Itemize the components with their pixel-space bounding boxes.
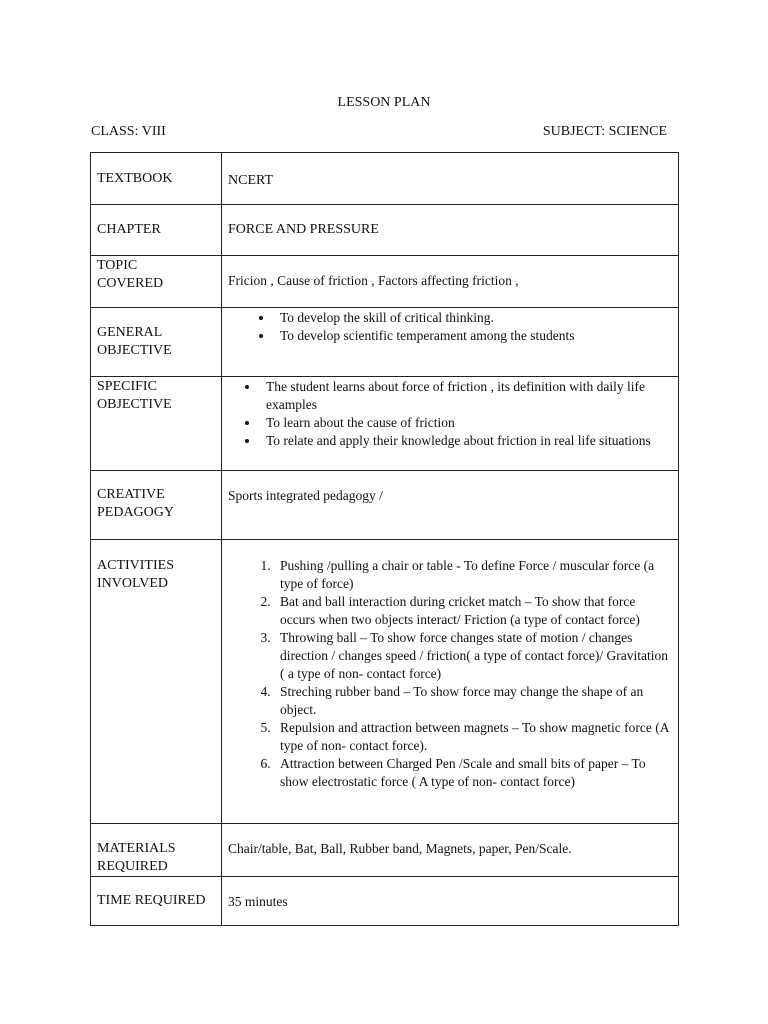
- row-time: [91, 877, 679, 926]
- lesson-plan-table: [90, 152, 679, 926]
- label-materials-text: MATERIALS REQUIRED: [97, 841, 176, 874]
- value-specific-objective: [222, 377, 679, 471]
- list-item: • To learn about the cause of friction: [260, 414, 672, 432]
- value-textbook: [222, 153, 679, 205]
- row-materials: [91, 824, 679, 877]
- row-textbook: [91, 153, 679, 205]
- list-item: • To develop scientific temperament among the students: [274, 327, 672, 345]
- label-creative-pedagogy: [91, 471, 222, 540]
- label-chapter: [91, 205, 222, 256]
- value-time-text: 35 minutes: [228, 894, 288, 909]
- label-activities: [91, 540, 222, 824]
- label-chapter-text: CHAPTER: [97, 222, 161, 237]
- label-topic-text: TOPIC COVERED: [97, 258, 164, 291]
- list-item: 6. Attraction between Charged Pen /Scale and small bits of paper – To show electrostatic force ( A type of non- contact force): [274, 755, 672, 791]
- label-general-objective: [91, 308, 222, 377]
- list-item: 5. Repulsion and attraction between magnets – To show magnetic force (A type of non- contact force).: [274, 719, 672, 755]
- label-textbook: [91, 153, 222, 205]
- value-chapter-text: FORCE AND PRESSURE: [228, 222, 379, 237]
- list-item: • The student learns about force of friction , its definition with daily life examples: [260, 378, 672, 414]
- value-topic-text: Fricion , Cause of friction , Factors affecting friction ,: [228, 273, 519, 288]
- row-creative-pedagogy: [91, 471, 679, 540]
- value-textbook-text: NCERT: [228, 173, 274, 188]
- label-creative-pedagogy-text: CREATIVE PEDAGOGY: [97, 487, 174, 520]
- list-item: • To relate and apply their knowledge about friction in real life situations: [260, 432, 672, 450]
- row-activities: [91, 540, 679, 824]
- label-specific-objective-text: SPECIFIC OBJECTIVE: [97, 379, 172, 412]
- label-specific-objective: [91, 377, 222, 471]
- value-time: [222, 877, 679, 926]
- value-chapter: [222, 205, 679, 256]
- list-item: 1. Pushing /pulling a chair or table - To define Force / muscular force (a type of force): [274, 557, 672, 593]
- label-general-objective-text: GENERAL OBJECTIVE: [97, 325, 172, 358]
- activities-list: [228, 557, 672, 791]
- specific-objective-list: [228, 378, 672, 450]
- value-creative-pedagogy-text: Sports integrated pedagogy /: [228, 488, 383, 503]
- value-general-objective: [222, 308, 679, 377]
- row-topic: [91, 256, 679, 308]
- value-materials: [222, 824, 679, 877]
- row-general-objective: [91, 308, 679, 377]
- label-topic: [91, 256, 222, 308]
- value-topic: [222, 256, 679, 308]
- value-activities: [222, 540, 679, 824]
- list-item: 4. Streching rubber band – To show force may change the shape of an object.: [274, 683, 672, 719]
- label-activities-text: ACTIVITIES INVOLVED: [97, 558, 174, 591]
- label-textbook-text: TEXTBOOK: [97, 171, 173, 186]
- list-item: • To develop the skill of critical thinking.: [274, 309, 672, 327]
- value-materials-text: Chair/table, Bat, Ball, Rubber band, Magnets, paper, Pen/Scale.: [228, 841, 572, 856]
- row-specific-objective: [91, 377, 679, 471]
- general-objective-list: [228, 309, 672, 345]
- lesson-plan-title: LESSON PLAN: [337, 95, 431, 110]
- list-item: 2. Bat and ball interaction during cricket match – To show that force occurs when two objects interact/ Friction (a type of contact force): [274, 593, 672, 629]
- class-label: CLASS: VIII: [91, 124, 166, 139]
- label-time-text: TIME REQUIRED: [97, 893, 206, 908]
- value-creative-pedagogy: [222, 471, 679, 540]
- label-materials: [91, 824, 222, 877]
- list-item: 3. Throwing ball – To show force changes state of motion / changes direction / changes speed / friction( a type of contact force)/ Gravitation ( a type of non- contact force): [274, 629, 672, 683]
- subject-label: SUBJECT: SCIENCE: [542, 124, 667, 139]
- label-time: [91, 877, 222, 926]
- row-chapter: [91, 205, 679, 256]
